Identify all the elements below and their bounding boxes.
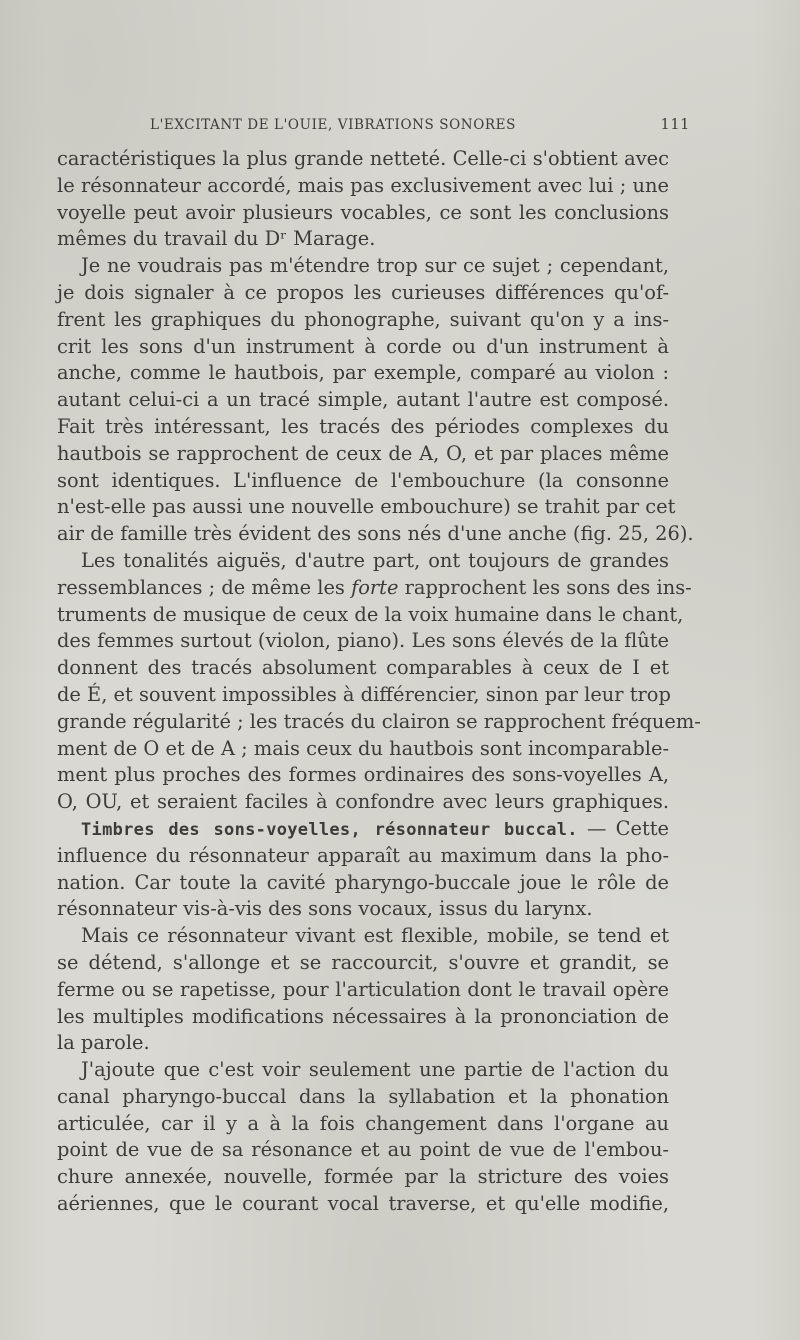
text-line: mêmes du travail du Dʳ Marage. [57, 227, 376, 251]
italic-term: forte [351, 575, 399, 599]
text-line: le résonnateur accordé, mais pas exclusivement avec lui ; une [57, 173, 669, 197]
page-number: 111 [660, 117, 690, 133]
section-heading: Timbres des sons-voyelles, résonnateur buccal. [81, 819, 578, 840]
text-line: je dois signaler à ce propos les curieuses différences qu'of- [57, 280, 669, 304]
text-line: J'ajoute que c'est voir seulement une partie de l'action du [81, 1058, 669, 1082]
text-line: les multiples modifications nécessaires à la prononciation de [57, 1004, 669, 1028]
text-line: O, OU, et seraient faciles à confondre avec leurs graphiques. [57, 790, 669, 814]
text-line: air de famille très évident des sons nés d'une anche (fig. 25, 26). [57, 522, 694, 546]
section-heading-line [57, 816, 669, 843]
text-line: la parole. [57, 1031, 150, 1055]
text-line: point de vue de sa résonance et au point de vue de l'embou- [57, 1138, 669, 1162]
text-line: grande régularité ; les tracés du clairon se rapprochent fréquem- [57, 709, 701, 733]
text-line: se détend, s'allonge et se raccourcit, s'ouvre et grandit, se [57, 950, 669, 974]
text-line: influence du résonnateur apparaît au maximum dans la pho- [57, 843, 669, 867]
text-line: chure annexée, nouvelle, formée par la stricture des voies [57, 1165, 669, 1189]
text-line: donnent des tracés absolument comparables à ceux de I et [57, 656, 669, 680]
text-line: voyelle peut avoir plusieurs vocables, ce sont les conclusions [57, 200, 669, 224]
text-line: Les tonalités aiguës, d'autre part, ont toujours de grandes [81, 548, 669, 572]
text-run: — Cette [577, 816, 670, 840]
text-line: autant celui-ci a un tracé simple, autant l'autre est composé. [57, 388, 669, 412]
text-line: crit les sons d'un instrument à corde ou d'un instrument à [57, 334, 669, 358]
text-line: Fait très intéressant, les tracés des périodes complexes du [57, 414, 669, 438]
text-line: n'est-elle pas aussi une nouvelle embouchure) se trahit par cet [57, 495, 676, 519]
text-line: ferme ou se rapetisse, pour l'articulation dont le travail opère [57, 977, 669, 1001]
text-line: résonnateur vis-à-vis des sons vocaux, issus du larynx. [57, 897, 593, 921]
text-line: anche, comme le hautbois, par exemple, comparé au violon : [57, 361, 669, 385]
text-line: ment de O et de A ; mais ceux du hautbois sont incomparable- [57, 736, 669, 760]
text-line: ment plus proches des formes ordinaires des sons-voyelles A, [57, 763, 669, 787]
text-line: Je ne voudrais pas m'étendre trop sur ce sujet ; cependant, [81, 254, 669, 278]
text-line: canal pharyngo-buccal dans la syllabation et la phonation [57, 1084, 669, 1108]
text-line: aériennes, que le courant vocal traverse, et qu'elle modifie, [57, 1192, 669, 1216]
text-line: hautbois se rapprochent de ceux de A, O, et par places même [57, 441, 669, 465]
text-line: frent les graphiques du phonographe, suivant qu'on y a ins- [57, 307, 669, 331]
text-line: nation. Car toute la cavité pharyngo-buccale joue le rôle de [57, 870, 669, 894]
body-text [57, 146, 701, 1218]
text-line: de É, et souvent impossibles à différencier, sinon par leur trop [57, 682, 671, 706]
text-line [57, 575, 692, 602]
text-line: Mais ce résonnateur vivant est flexible, mobile, se tend et [81, 924, 669, 948]
text-line: sont identiques. L'influence de l'embouchure (la consonne [57, 468, 669, 492]
text-line: caractéristiques la plus grande netteté. Celle-ci s'obtient avec [57, 147, 669, 170]
text-line: des femmes surtout (violon, piano). Les sons élevés de la flûte [57, 629, 669, 653]
text-line: truments de musique de ceux de la voix humaine dans le chant, [57, 602, 684, 626]
text-run: rapprochent les sons des ins- [398, 575, 692, 599]
text-line: articulée, car il y a à la fois changement dans l'organe au [57, 1111, 669, 1135]
running-head [150, 117, 690, 139]
text-run: ressemblances ; de même les [57, 575, 352, 599]
running-head-title: L'EXCITANT DE L'OUIE, VIBRATIONS SONORES [150, 117, 516, 133]
